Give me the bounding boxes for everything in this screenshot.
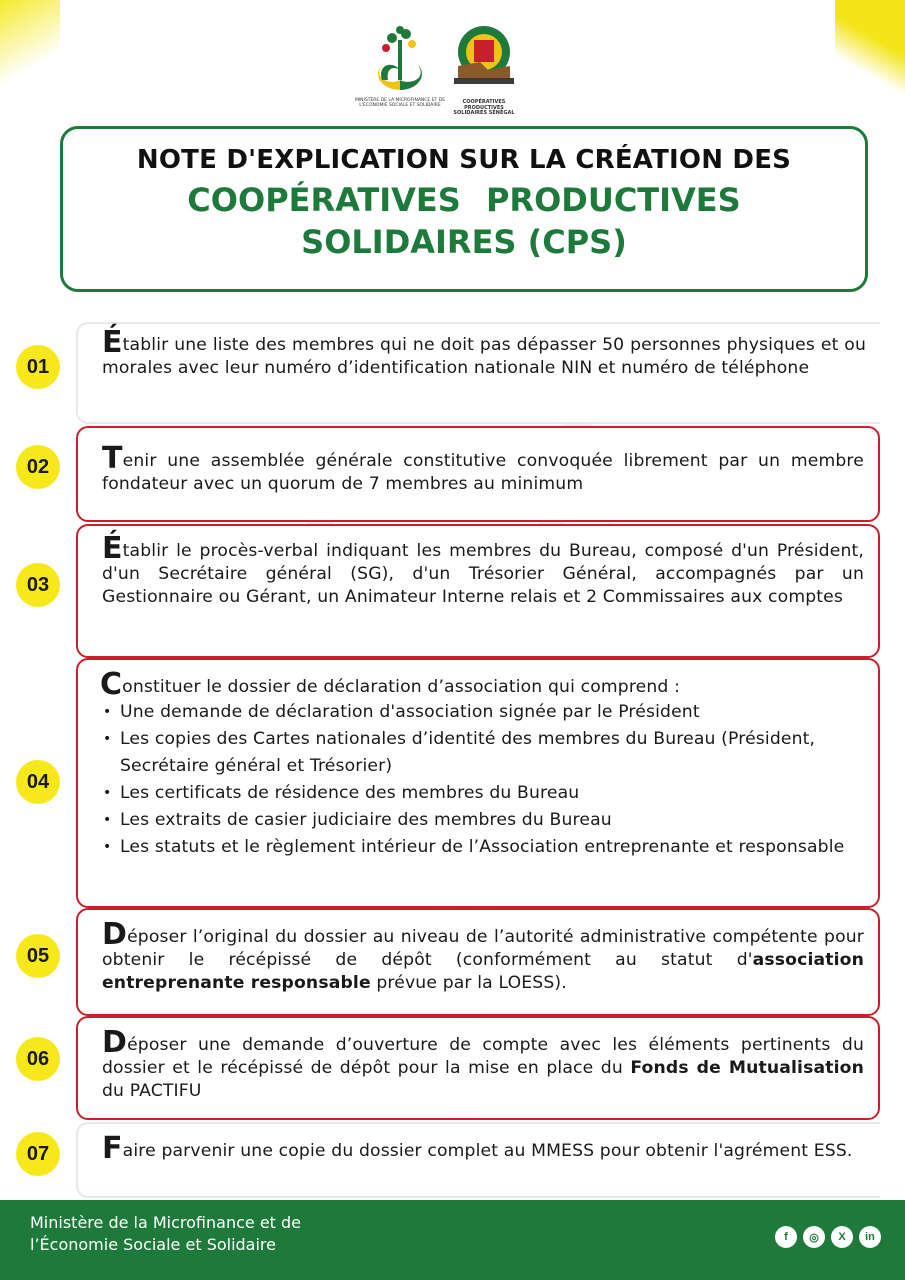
facebook-icon[interactable]: f — [775, 1226, 797, 1248]
step-text-bold: Fonds de Mutualisation — [630, 1058, 864, 1078]
step-number-badge: 05 — [16, 934, 60, 978]
cps-logo-caption: COOPÉRATIVES PRODUCTIVES SOLIDAIRES SÉNÉGAL — [453, 99, 515, 116]
step-text: tablir le procès-verbal indiquant les membres du Bureau, composé d'un Président, d'un Secrétaire général (SG), d'un Trésorier Général, accompagnés par un Gestionnaire ou Gérant, un Animateur Interne relais et 2 Commissaires aux comptes — [102, 541, 864, 607]
step-drop-letter: É — [102, 531, 123, 566]
step-number-badge: 01 — [16, 345, 60, 389]
step-card-06 — [76, 1016, 880, 1120]
step-card-05 — [76, 908, 880, 1016]
step-number-badge: 06 — [16, 1037, 60, 1081]
step-text: époser une demande d’ouverture de compte avec les éléments pertinents du dossier et le récépissé de dépôt pour la mise en place du — [102, 1035, 864, 1078]
step-text: tablir une liste des membres qui ne doit pas dépasser 50 personnes physiques et ou morales avec leur numéro d’identification nationale NIN et numéro de téléphone — [102, 335, 866, 378]
step-text: prévue par la LOESS). — [370, 973, 567, 993]
footer-ministry-name — [30, 1212, 301, 1256]
step-text: époser l’original du dossier au niveau de l’autorité administrative compétente pour obtenir le récépissé de dépôt (conformément au statut d' — [102, 927, 864, 970]
step-card-02 — [76, 426, 880, 522]
list-item: • Les certificats de résidence des membres du Bureau — [100, 780, 864, 807]
step-text: aire parvenir une copie du dossier complet au MMESS pour obtenir l'agrément ESS. — [122, 1141, 853, 1161]
list-item: • Les statuts et le règlement intérieur de l’Association entreprenante et responsable — [100, 834, 864, 861]
list-item: • Les copies des Cartes nationales d’identité des membres du Bureau (Président, Secrétaire général et Trésorier) — [100, 726, 864, 780]
step-text-bold: association entreprenante responsable — [102, 950, 864, 993]
ministry-logo-caption: MINISTÈRE DE LA MICROFINANCE ET DE L'ÉCONOMIE SOCIALE ET SOLIDAIRE — [354, 98, 446, 108]
step-number-badge: 07 — [16, 1132, 60, 1176]
step-card-04 — [76, 658, 880, 908]
footer-line-2: l’Économie Sociale et Solidaire — [30, 1235, 276, 1254]
footer-line-1: Ministère de la Microfinance et de — [30, 1213, 302, 1232]
step-drop-letter: D — [102, 1025, 128, 1060]
title-line-2: COOPÉRATIVES PRODUCTIVES — [187, 181, 741, 219]
step-drop-letter: D — [102, 917, 128, 952]
step-drop-letter: T — [102, 441, 123, 476]
step-number-badge: 03 — [16, 563, 60, 607]
list-item: • Une demande de déclaration d'association signée par le Président — [100, 699, 864, 726]
step-number-badge: 02 — [16, 445, 60, 489]
linkedin-icon[interactable]: in — [859, 1226, 881, 1248]
header-logos — [0, 18, 905, 118]
footer-bar — [0, 1200, 905, 1280]
cps-logo — [450, 22, 518, 98]
x-icon[interactable]: X — [831, 1226, 853, 1248]
title-line-3: SOLIDAIRES (CPS) — [301, 223, 627, 261]
step-card-01 — [76, 322, 880, 424]
title-box — [60, 126, 868, 292]
instagram-icon[interactable]: ◎ — [803, 1226, 825, 1248]
social-links — [775, 1226, 881, 1248]
dossier-list — [100, 699, 864, 861]
list-item: • Les extraits de casier judiciaire des membres du Bureau — [100, 807, 864, 834]
step-drop-letter: C — [100, 667, 123, 702]
step-text: du PACTIFU — [102, 1081, 202, 1101]
title-line-1: NOTE D'EXPLICATION SUR LA CRÉATION DES — [136, 145, 792, 175]
step-card-03 — [76, 524, 880, 658]
step-number-badge: 04 — [16, 760, 60, 804]
step-drop-letter: F — [102, 1131, 123, 1166]
step-text: onstituer le dossier de déclaration d’association qui comprend : — [122, 677, 681, 697]
step-text: enir une assemblée générale constitutive convoquée librement par un membre fondateur avec un quorum de 7 membres au minimum — [102, 451, 864, 494]
step-card-07 — [76, 1122, 880, 1198]
step-drop-letter: É — [102, 325, 123, 360]
